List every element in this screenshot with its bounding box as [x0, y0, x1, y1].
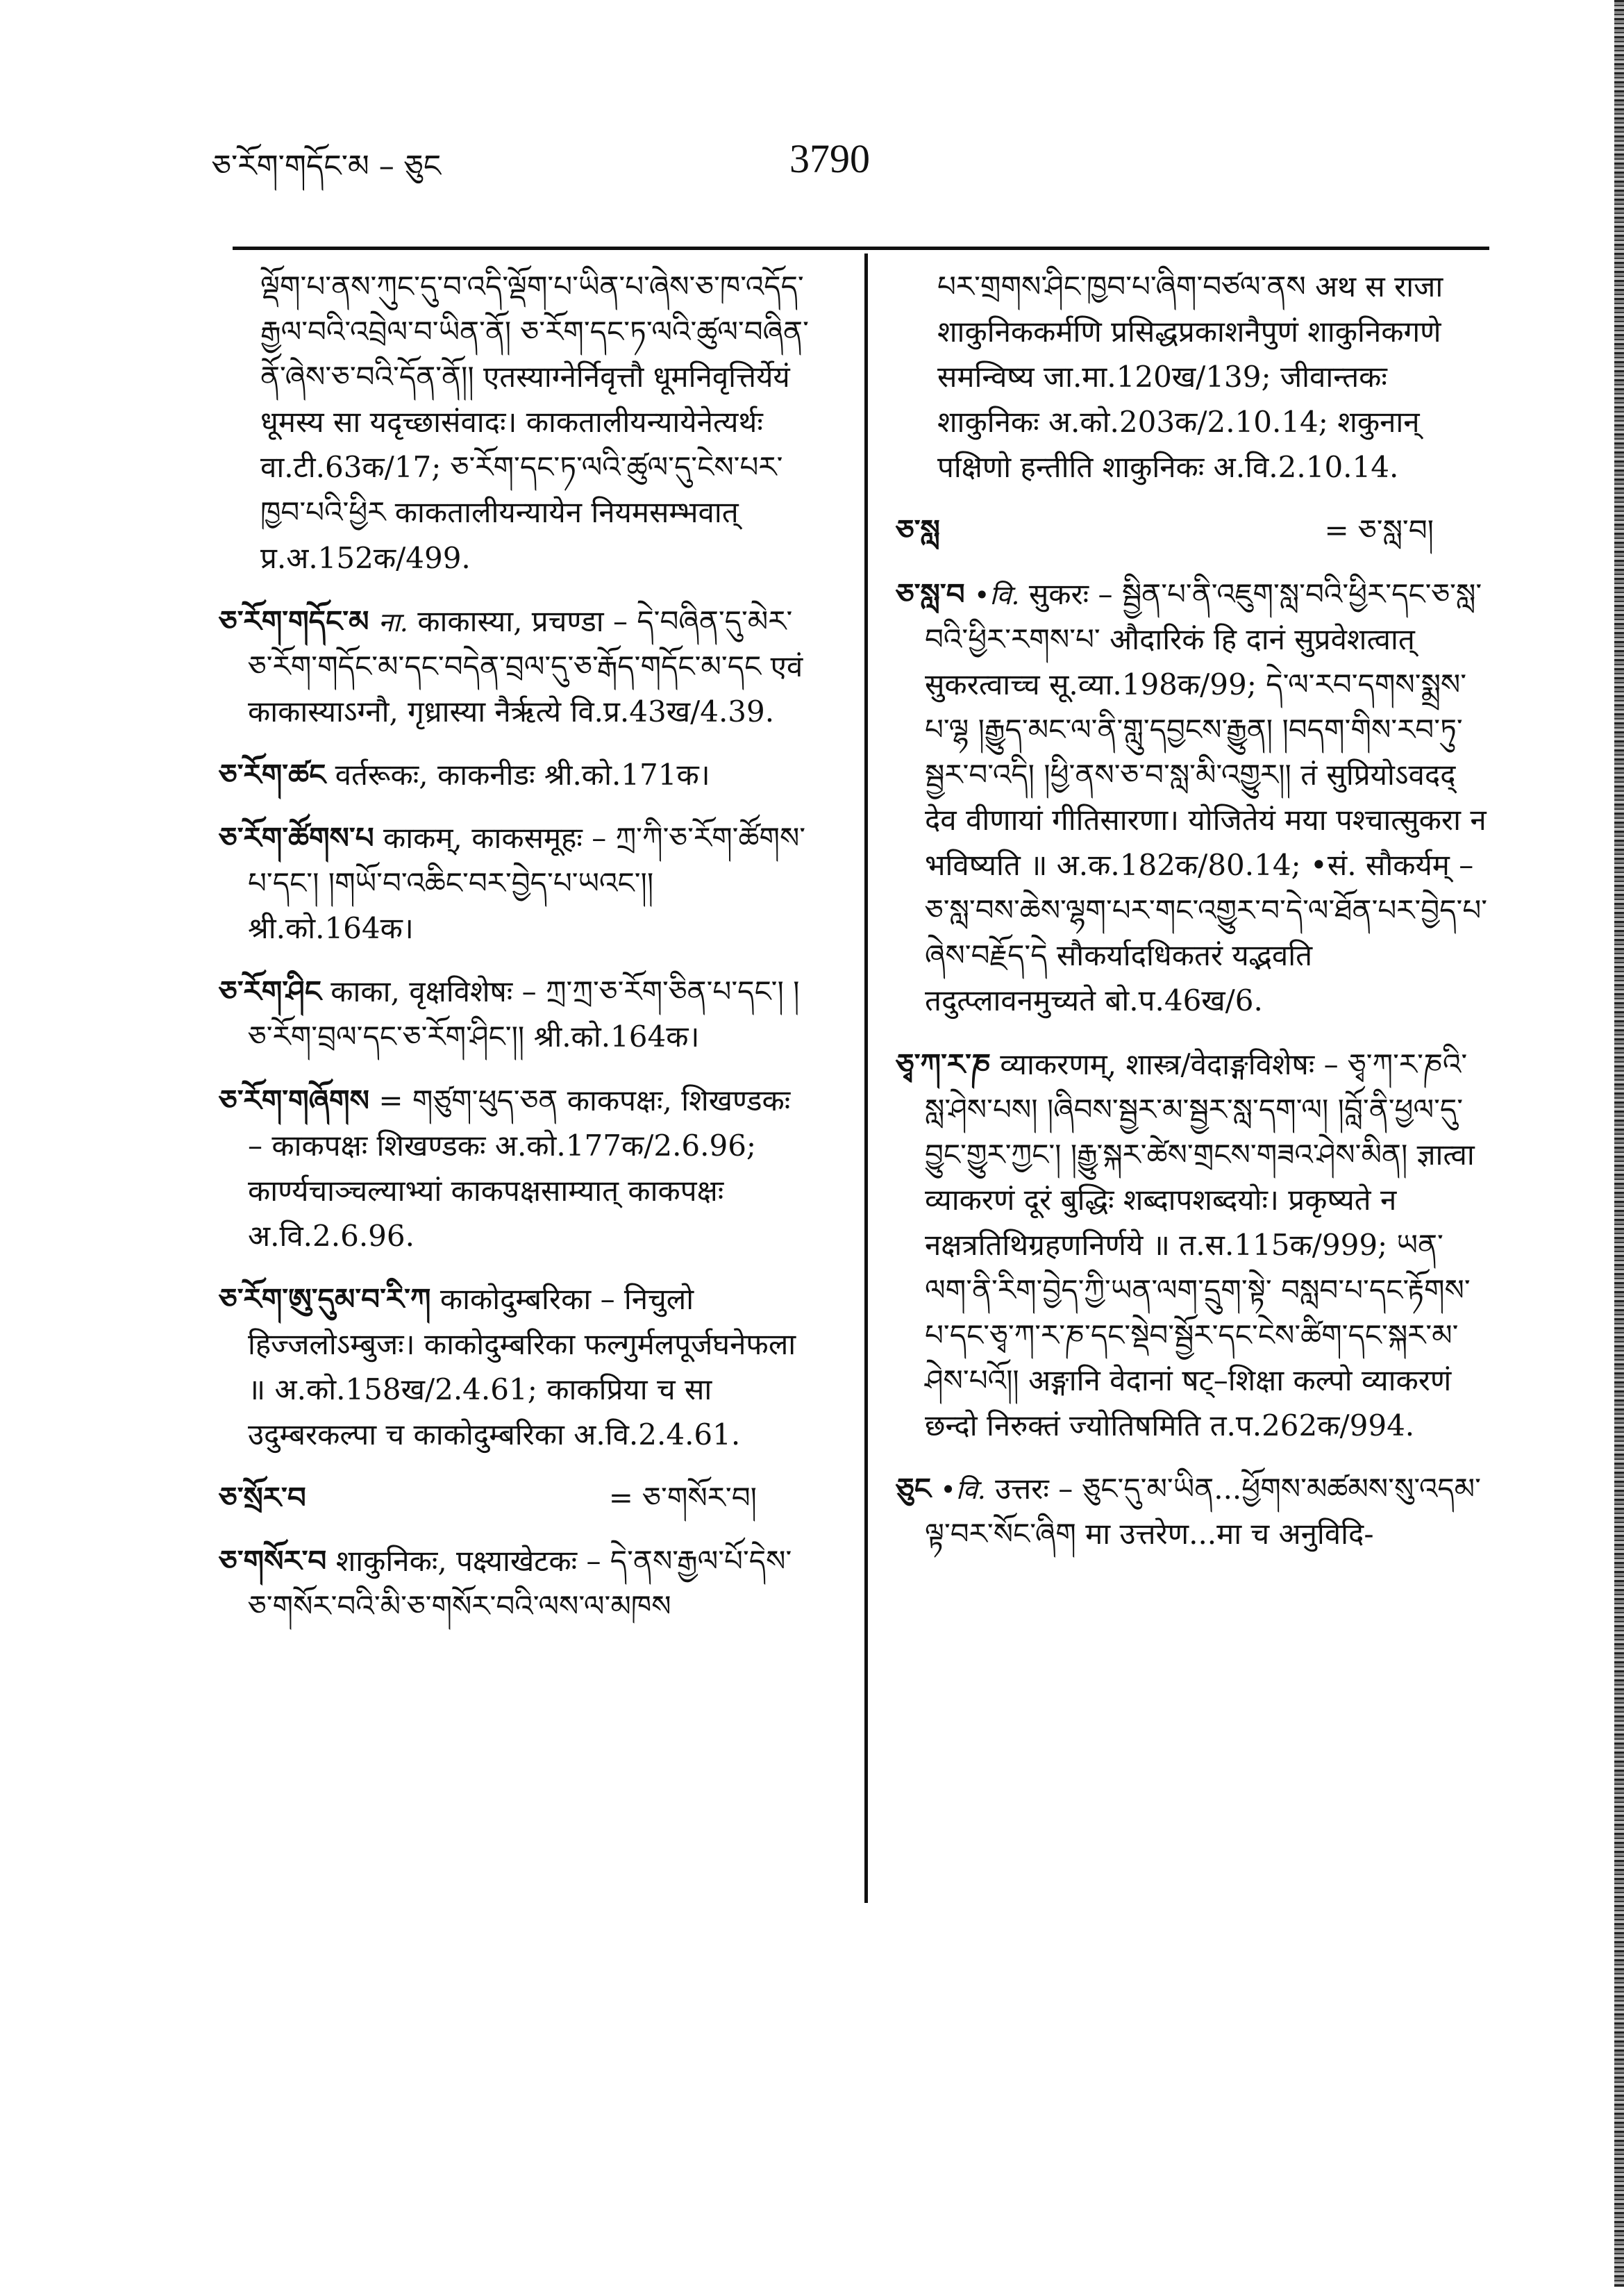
- dictionary-entry: [219, 1538, 812, 1629]
- entry-text: काकोदुम्बरिका – निचुलो हिज्जलोऽम्बुजः। काकोदुम्बरिका फल्गुर्मलपूर्जघनेफला ॥ अ.को.158ख/2.4.61; काकप्रिया च सा उदुम्बरकल्पा च काकोदुम्बरिका अ.वि.2.4.61.: [248, 1281, 796, 1452]
- entry-headword: ཅ་རོག་གདོང་མ: [219, 604, 369, 638]
- dictionary-entry: [896, 264, 1489, 490]
- entry-headword: ཅ་སྲོར་བ: [219, 1481, 306, 1515]
- dictionary-entry: [219, 264, 812, 581]
- entry-text: उत्तरः – ཅུང་དུ་མ་ཡིན...ཕྱོགས་མཚམས་སུ་འདམ་ལྟ་བར་སོང་ཞིག मा उत्तरेण...मा च अनुविदि-: [925, 1472, 1481, 1552]
- entry-text: ལྡོག་པ་ནས་ཀུང་དུ་བ་འདི་ལྡོག་པ་ཡིན་པ་ཞེས་ཅ་ཁ་འདོད་རྒྱལ་བའི་འབྲེལ་བ་ཡིན་ནོ། ཅ་རོག་དང་ཏ་ལའི་ཚུལ་བཞིན་ནོ་ཞེས་ཅ་བའི་དོན་ནོ།། एतस्याग्नेर्निवृत्तौ धूमनिवृत्तिर्येयं धूमस्य सा यदृच्छासंवादः। काकतालीयन्यायेनेत्यर्थः वा.टी.63क/17; ཅ་རོག་དང་ཏ་ལའི་ཚུལ་དུ་ངེས་པར་ཁྱབ་པའི་ཕྱིར काकतालीयन्यायेन नियमसम्भवात् प्र.अ.152क/499.: [260, 269, 809, 575]
- entry-text: शाकुनिकः, पक्ष्याखेटकः – དེ་ནས་རྒྱལ་པོ་དེས་ཅ་གསོར་བའི་མི་ཅ་གསོར་བའི་ལས་ལ་མཁས: [248, 1544, 792, 1624]
- entry-text: सुकरः – སྦྱིན་པ་ནི་འཇུག་སླ་བའི་ཕྱིར་དང་ཅ་སླ་བའི་ཕྱིར་རགས་པ་ औदारिकं हि दानं सुप्रवेशत्वात् सुकरत्वाच्च सू.व्या.198क/99; དེ་ལ་རབ་དགས་སྨྲས་པ་ལྷ །རྒྱུད་མང་ལ་ནི་གླུ་དབྱངས་རྒྱུན། །བདག་གིས་རབ་ཏུ་སྦྱར་བ་འདི། །ཕྱི་ནས་ཅ་བ་སླ་མི་འགྱུར།། तं सुप्रियोऽवदद् देव वीणायां गीतिसारणा। योजितेयं मया पश्चात्सुकरा न भविष्यति ॥ अ.क.182क/80.14; •सं. सौकर्यम् – ཅ་སླ་བས་ཆེས་ལྷག་པར་གང་འགྱུར་བ་དེ་ལ་ཐོན་པར་བྱེད་པ་ཞེས་བརྗོད་དེ सौकर्यादधिकतरं यद्भवति तदुत्प्लावनमुच्यते बो.प.46ख/6.: [925, 576, 1488, 1018]
- dictionary-entry: [219, 599, 812, 734]
- entry-headword: ཅ་རོག་ཤིང: [219, 974, 321, 1009]
- dictionary-entry: [219, 969, 812, 1059]
- entry-headword: ཅ་སླ་བ: [896, 576, 965, 611]
- entry-headword: ཅ་རོག་ཚང: [219, 757, 326, 792]
- dictionary-entry: [219, 1078, 812, 1258]
- entry-text: काका, वृक्षविशेषः – ཀྲ་ཀྲ་ཅ་རོག་ཅིན་པ་དང་། །ཅ་རོག་བྲལ་དང་ཅ་རོག་ཤིང་།། श्री.को.164क।: [248, 974, 800, 1054]
- dictionary-entry: [896, 1042, 1489, 1449]
- entry-text: པར་གྲགས་ཤིང་ཁྱབ་པ་ཞིག་བཙལ་ནས अथ स राजा शाकुनिककर्मणि प्रसिद्धप्रकाशनैपुणं शाकुनिकगणे समन्विष्य जा.मा.120ख/139; जीवान्तकः शाकुनिकः अ.को.203क/2.10.14; शकुनान् पक्षिणो हन्तीति शाकुनिकः अ.वि.2.10.14.: [937, 269, 1443, 485]
- entry-headword: ཅ་རོག་ཚོགས་པ: [219, 821, 374, 856]
- dictionary-entry: [896, 1466, 1489, 1556]
- entry-headword: ཅ་སླ: [896, 513, 940, 548]
- cross-reference-entry: [219, 1475, 812, 1520]
- page-number: 3790: [789, 136, 870, 181]
- running-head: ཅ་རོག་གདོང་མ – ཅུང: [212, 149, 442, 184]
- entry-text: व्याकरणम्, शास्त्र/वेदाङ्गविशेषः – ཅྭ་ཀ་ར་ཎའི་སླ་ཤེས་པས། །ཞིབས་སྦྱར་མ་སྦྱར་སླ་དག་ལ། །བློ་ནི་ཕྱལ་དུ་བྱུང་གྱུར་ཀྱང་། །རྒྱུ་སྐར་ཚེས་གྲངས་གཟའ་ཤེས་མིན། ज्ञात्वा व्याकरणं दूरं बुद्धिः शब्दापशब्दयोः। प्रकृष्यते न नक्षत्रतिथिग्रहणनिर्णये ॥ त.स.115क/999; ཡན་ལག་ནི་རིག་བྱེད་ཀྱི་ཡན་ལག་དྲུག་སྟེ་ བསླབ་པ་དང་རྟོགས་པ་དང་ཅྭ་ཀ་ར་ཎ་དང་སྡེབ་སྦྱོར་དང་ངེས་ཚིག་དང་སྐར་མ་ཤེས་པའོ།། अङ्गानि वेदानां षट्–शिक्षा कल्पो व्याकरणं छन्दो निरुक्तं ज्योतिषमिति त.प.262क/994.: [925, 1047, 1475, 1443]
- cross-reference: = ཅ་གསོར་བ།: [608, 1481, 757, 1515]
- entry-headword: ཅྭ་ཀ་ར་ཎ: [896, 1047, 991, 1081]
- entry-headword: ཅ་རོག་གཞོགས: [219, 1083, 369, 1117]
- grammar-label: •वि.: [940, 1474, 986, 1506]
- entry-headword: ཅ་གསོར་བ: [219, 1544, 327, 1579]
- right-column: [896, 264, 1489, 1575]
- scan-binding-edge: [1614, 0, 1624, 2287]
- cross-reference-entry: [896, 508, 1489, 553]
- left-column: [219, 264, 812, 1647]
- entry-text: काकम्, काकसमूहः – ཀྲ་ཀི་ཅ་རོག་ཚོགས་པ་དང་། །གཡོ་བ་འཆིང་བར་བྱེད་པ་ཡའང་།། श्री.को.164क।: [248, 821, 806, 946]
- entry-text: = གཙུག་ཕུད་ཅན काकपक्षः, शिखण्डकः – काकपक्षः शिखण्डकः अ.को.177क/2.6.96; कार्ण्यचाञ्चल्याभ्यां काकपक्षसाम्यात् काकपक्षः अ.वि.2.6.96.: [248, 1083, 791, 1253]
- entry-headword: ཅ་རོག་ཨུ་དུམ་བ་རི་ཀ: [219, 1281, 431, 1316]
- grammar-label: ना.: [378, 606, 408, 638]
- header-rule: [233, 247, 1489, 250]
- entry-headword: ཅུང: [896, 1472, 931, 1506]
- dictionary-entry: [219, 1276, 812, 1457]
- entry-text: वर्तरूकः, काकनीडः श्री.को.171क।: [335, 757, 710, 792]
- dictionary-entry: [219, 815, 812, 951]
- dictionary-entry: [219, 752, 812, 797]
- dictionary-entry: [896, 572, 1489, 1024]
- grammar-label: •वि.: [973, 579, 1020, 610]
- cross-reference: = ཅ་སླ་བ།: [1324, 513, 1434, 548]
- entry-text: काकास्या, प्रचण्डा – དེ་བཞིན་དུ་མེར་ཅ་རོག་གདོང་མ་དང་བདེན་བྲལ་དུ་ཅ་རྒོད་གདོང་མ་དང एवं काकास्याऽग्नौ, गृध्रास्या नैर्ऋत्ये वि.प्र.43ख/4.39.: [248, 604, 803, 729]
- column-divider: [864, 253, 868, 1903]
